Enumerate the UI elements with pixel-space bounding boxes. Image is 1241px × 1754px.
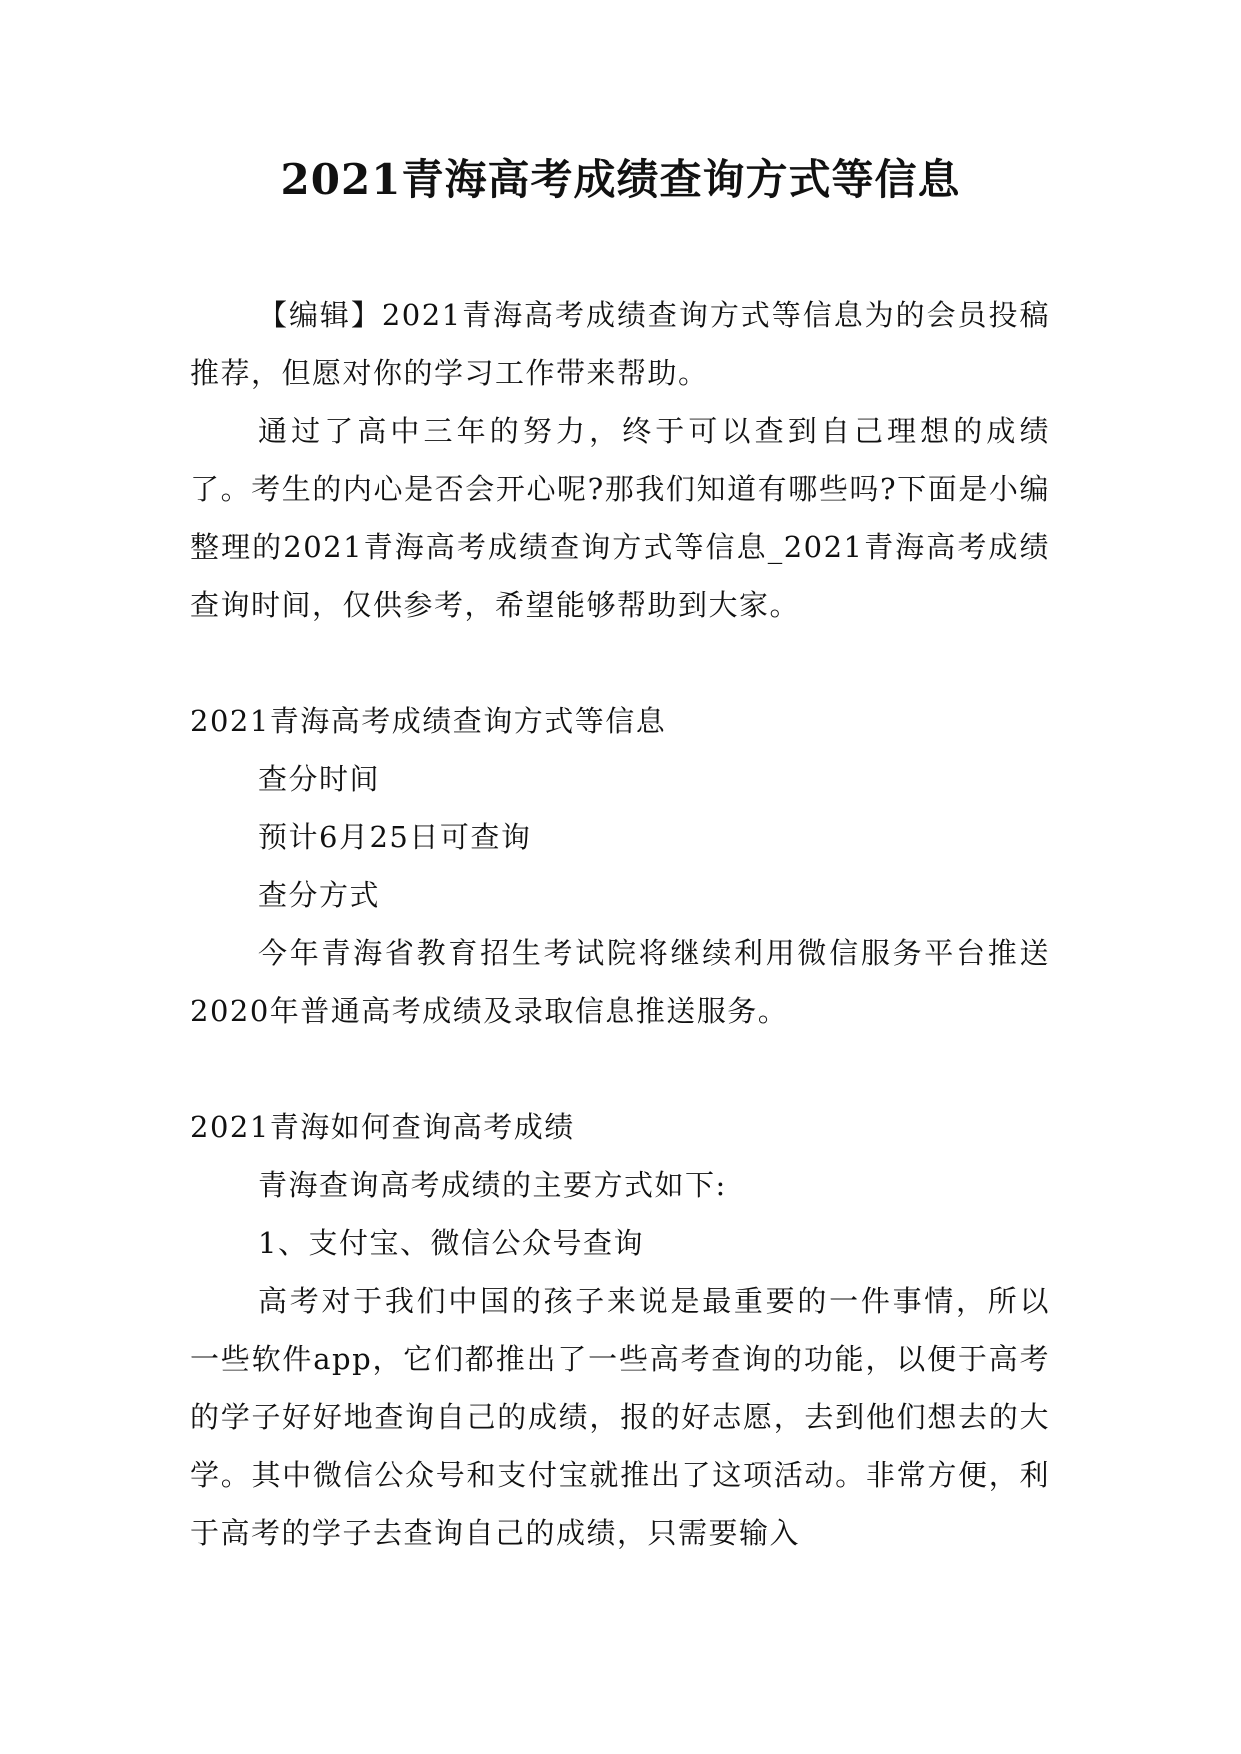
method-1-paragraph: 高考对于我们中国的孩子来说是最重要的一件事情，所以一些软件app，它们都推出了一些高考查询的功能，以便于高考的学子好好地查询自己的成绩，报的好志愿，去到他们想去的大学。其中微信公众号和支付宝就推出了这项活动。非常方便，利于高考的学子去查询自己的成绩，只需要输入 bbox=[190, 1284, 1050, 1550]
main-methods-intro: 青海查询高考成绩的主要方式如下: bbox=[258, 1168, 727, 1202]
method-1-heading: 1、支付宝、微信公众号查询 bbox=[258, 1226, 644, 1260]
query-date-text: 预计6月25日可查询 bbox=[258, 820, 532, 854]
section-heading-how-to-query: 2021青海如何查询高考成绩 bbox=[190, 1110, 575, 1144]
summary-paragraph: 通过了高中三年的努力，终于可以查到自己理想的成绩了。考生的内心是否会开心呢?那我们知道有哪些吗?下面是小编整理的2021青海高考成绩查询方式等信息_2021青海高考成绩查询时间，仅供参考，希望能够帮助到大家。 bbox=[190, 414, 1050, 622]
document-body bbox=[190, 286, 1050, 1562]
section-heading-query-info: 2021青海高考成绩查询方式等信息 bbox=[190, 704, 667, 738]
subheading-query-method: 查分方式 bbox=[258, 878, 381, 912]
query-method-paragraph: 今年青海省教育招生考试院将继续利用微信服务平台推送2020年普通高考成绩及录取信息推送服务。 bbox=[190, 936, 1050, 1028]
page-title: 2021青海高考成绩查询方式等信息 bbox=[280, 155, 961, 204]
subheading-query-time: 查分时间 bbox=[258, 762, 381, 796]
intro-paragraph: 【编辑】2021青海高考成绩查询方式等信息为的会员投稿推荐，但愿对你的学习工作带来帮助。 bbox=[190, 298, 1050, 390]
